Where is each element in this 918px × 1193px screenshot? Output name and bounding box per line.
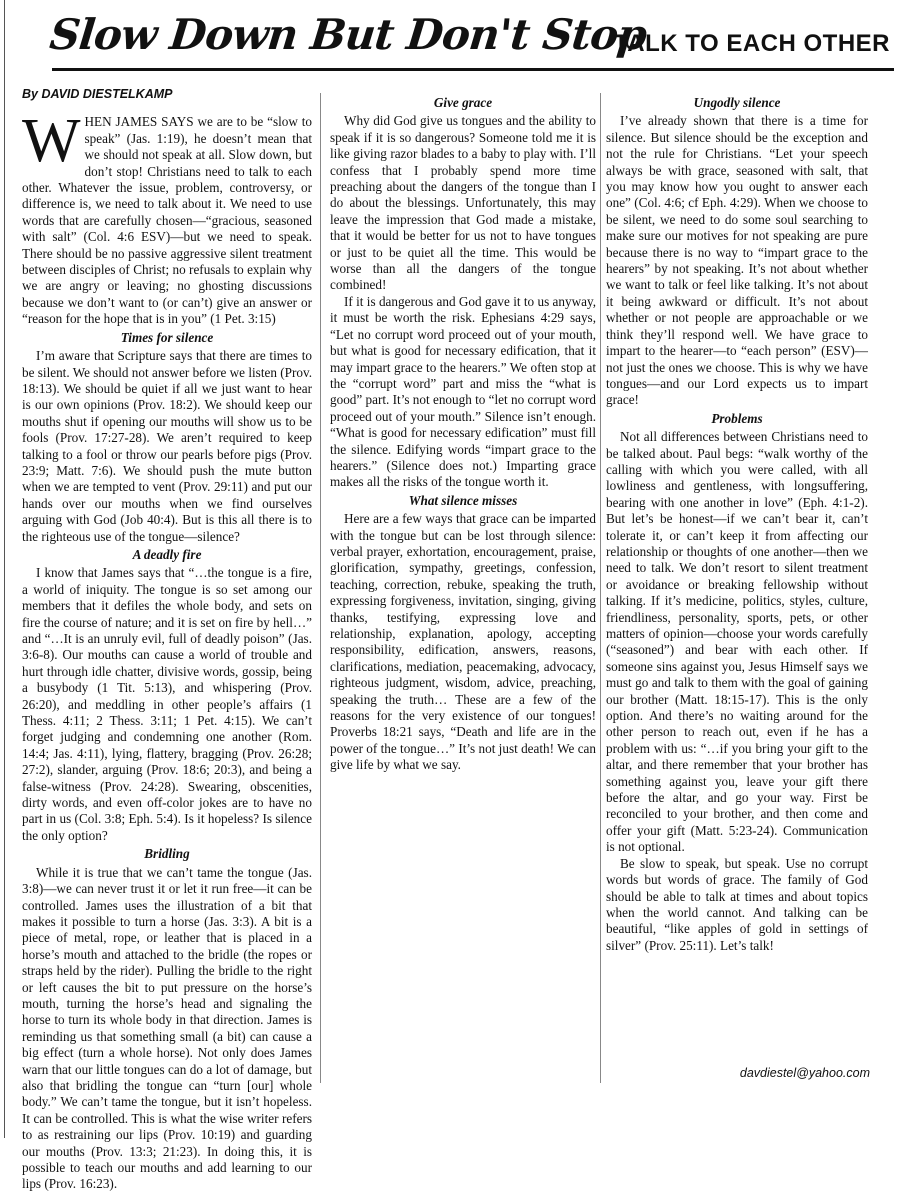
header-rule: [52, 68, 894, 71]
paragraph-give-grace-2: If it is dangerous and God gave it to us anyway, it must be worth the risk. Ephesians 4:29 says, “Let no corrupt word proceed out of your mouth, but what is good for necessary edification, that it may impart grace to the hearers.” We often stop at the “corrupt word” part and miss the “what is good” part. It’s not enough to “let no corrupt word proceed out of your mouth.” Silence isn’t enough. “What is good for necessary edification” must fill the silence. Edifying words “impart grace to the hearers.” (Silence does not.) Imparting grace makes all the risks of the tongue worth it.: [330, 293, 596, 490]
article-column-3: [606, 93, 868, 1093]
paragraph-problems: Not all differences between Christians need to be talked about. Paul begs: “walk worthy of the calling with which you were called, with all lowliness and gentleness, with longsuffering, bearing with one another in love” (Eph. 4:1-2). But let’s be honest—if we can’t bear it, can’t tolerate it, or can’t keep it from affecting our relationship or thoughts of one another—then we need to talk. We don’t resort to silent treatment or avoidance or breaking fellowship without talking. If it’s medicine, politics, styles, culture, friendliness, personality, sports, pets, or other matters of opinion—choose your words carefully (“seasoned”) and bear with each other. If someone sins against you, Jesus Himself says we must go and talk to them with the goal of gaining our brother (Matt. 18:15-17). This is the only option. And there’s no waiting around for the other person to reach out, even if he has a problem with us: “…if you bring your gift to the altar, and there remember that your brother has something against you, leave your gift there before the altar, and go your way. First be reconciled to your brother, and then come and offer your gift (Matt. 5:23-24). Communication is not optional.: [606, 429, 868, 855]
subhead-times-for-silence: Times for silence: [120, 329, 214, 345]
author-email[interactable]: davdiestel@yahoo.com: [739, 1066, 870, 1080]
intro-paragraph: [22, 107, 312, 327]
paragraph-times-for-silence: I’m aware that Scripture says that there are times to be silent. We should not answer before we listen (Prov. 18:13). We should be quiet if all we just want to hear is our own opinions (Prov. 18:2). We should keep our mouths shut if opening our mouths will show us to be fools (Prov. 17:27-28). We aren’t required to keep talking to a fool or throw our pearls before pigs (Prov. 23:9; Matt. 7:6). We should push the mute button when we are tempted to vent (Prov. 29:11) and put our hands over our mouths when we find ourselves arguing with God (Job 40:4). But is this all there is to the righteous use of the tongue—silence?: [22, 348, 312, 544]
paragraph-ungodly-silence: I’ve already shown that there is a time for silence. But silence should be the exception and not the rule for Christians. “Let your speech always be with grace, seasoned with salt, that you may know how you ought to answer each one” (Col. 4:6; cf Eph. 4:29). When we choose to be silent, we need to do some soul searching to make sure our motives for not speaking are pure because there is no way to “impart grace to the hearers” by not speaking. It’s not about whether we want to talk or feel like talking. It’s not about it being awkward or difficult. It’s not about whether or not people are approachable or we think they’ll respond well. We have grace to impart to the hearer—to “each person” (ESV)—not just the ones we choose. This is why we have tongues—and our Lord expects us to impart grace!: [606, 113, 868, 408]
subhead-give-grace: Give grace: [433, 95, 493, 110]
paragraph-give-grace-1: Why did God give us tongues and the ability to speak if it is so dangerous? Someone told me it is like giving razor blades to a baby to play with. I’ll confess that I probably spend more time preaching about the dangers of the tongue than I do about the blessings. Unfortunately, this may leave the impression that God made a mistake, that it would be better for us not to have tongues or just to be quiet all the time. This would be worse than all the dangers of the tongue combined!: [330, 113, 596, 293]
drop-cap: W: [22, 107, 81, 176]
subhead-deadly-fire: A deadly fire: [132, 546, 202, 562]
intro-lead: HEN JAMES SAYS: [84, 114, 194, 130]
masthead: [30, 6, 890, 68]
paragraph-closing: Be slow to speak, but speak. Use no corrupt words but words of grace. The family of God should be able to talk at times and about topics when the world cannot. And talking can be beautiful, “like apples of gold in settings of silver” (Prov. 25:11). Let’s talk!: [606, 855, 868, 953]
byline: By DAVID DIESTELKAMP: [22, 87, 173, 101]
subhead-what-silence-misses: What silence misses: [408, 492, 518, 508]
article-column-1: [22, 86, 312, 1192]
paragraph-deadly-fire: I know that James says that “…the tongue is a fire, a world of iniquity. The tongue is so set among our members that it defiles the whole body, and sets on fire the course of nature; and it is set on fire by hell…” and “…It is an unruly evil, full of deadly poison” (Jas. 3:6-8). Our mouths can cause a world of trouble and hurt through idle chatter, divisive words, gossip, being a busybody (1 Tit. 5:13), and whispering (Prov. 26:20), and meddling in other people’s affairs (1 Thess. 4:11; 2 Thess. 3:11; 1 Pet. 4:15). We can’t forget judging and condemning one another (Rom. 14:4; Jas. 4:11), lying, flattery, bragging (Prov. 26:28; 27:2), slander, arguing (Prov. 18:6; 20:3), and being a false-witness (Prov. 24:28). Swearing, obscenities, dirty words, and even off-color jokes are to have no part in us (Col. 3:8; Eph. 5:4). Is it hopeless? Is silence the only option?: [22, 565, 312, 843]
subhead-ungodly-silence: Ungodly silence: [693, 95, 781, 110]
article-column-2: [330, 93, 596, 1093]
column-divider: [600, 93, 601, 1083]
column-divider: [320, 93, 321, 1083]
subhead-problems: Problems: [711, 410, 763, 426]
section-label: TALK TO EACH OTHER: [613, 30, 890, 57]
intro-text: we are to be “slow to speak” (Jas. 1:19), he doesn’t mean that we should not speak at all. Slow down, but don’t stop! Christians need to talk to each other. Whatever the issue, problem, controversy, or difference is, we need to talk about it. We need to use words that are carefully chosen—“gracious, seasoned with salt” (Col. 4:6 ESV)—but we need to speak. There should be no passive aggressive silent treatment between disciples of Christ; no refusals to explain why we are angry or leaving; no ghosting discussions because we don’t want to (or can’t) give an answer or “reason for the hope that is in you” (1 Pet. 3:15): [22, 114, 312, 327]
paragraph-bridling: While it is true that we can’t tame the tongue (Jas. 3:8)—we can never trust it or let it run free—it can be controlled. James uses the illustration of a bit that makes it possible to turn a horse (Jas. 3:3). A bit is a piece of metal, rope, or leather that is placed in a horse’s mouth and attached to the bridle (the ropes or straps held by the rider). Pulling the bridle to the right or left causes the bit to put pressure on the horse’s mouth, turning the horse’s head and signaling the horse to turn its whole body in that direction. James is reminding us that something small (a bit) can cause a big effect (turn a whole horse). Not only does James warn that our little tongues can do a lot of damage, but also that bridling the tongue can “turn [our] whole body.” We can’t tame the tongue, but it isn’t hopeless. It can be controlled. This is what the wise writer refers to as restraining our lips (Prov. 10:19) and guarding our mouths (Prov. 13:3; 21:23). In doing this, it is possible to teach our mouths and add learning to our lips (Prov. 16:23).: [22, 864, 312, 1192]
headline: Slow Down But Don't Stop: [47, 10, 649, 59]
paragraph-what-silence-misses: Here are a few ways that grace can be imparted with the tongue but can be lost through silence: verbal prayer, exhortation, encouragement, praise, glorification, sympathy, greetings, confession, teaching, correction, rebuke, speaking the truth, expressing forgiveness, invitation, singing, giving thanks, testifying, expressing love and relationship, explanation, apology, accepting responsibility, edification, answers, reasons, clarifications, mediation, peacemaking, advocacy, righteous judgment, wisdom, advice, preaching, speaking the truth… These are a few of the reasons for the very existence of our tongues! Proverbs 18:21 says, “Death and life are in the power of the tongue…” It’s not just death! We can give life by what we say.: [330, 511, 596, 773]
subhead-bridling: Bridling: [144, 846, 190, 862]
